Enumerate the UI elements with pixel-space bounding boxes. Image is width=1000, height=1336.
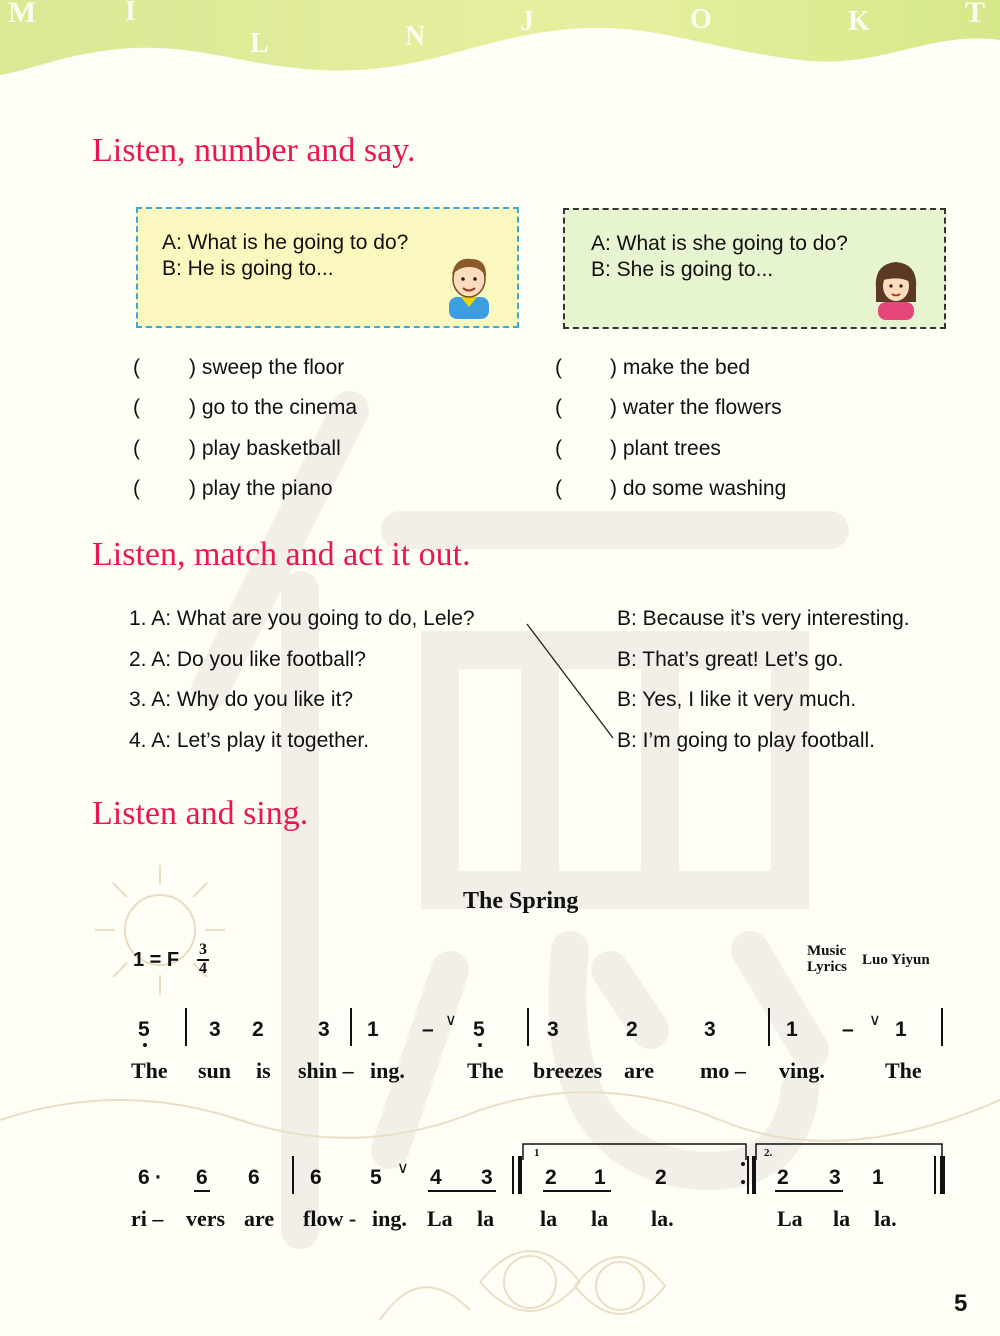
blank-close-paren: ): [610, 437, 617, 460]
note: 2: [626, 1018, 638, 1041]
heading-listen-number-say: Listen, number and say.: [92, 132, 416, 169]
match-answer: B: Yes, I like it very much.: [617, 688, 857, 711]
svg-text:M: M: [8, 0, 37, 29]
blank-close-paren: ): [610, 477, 617, 500]
lyric: la: [540, 1206, 558, 1231]
lyric: la: [477, 1206, 495, 1231]
blank-open-paren: (: [555, 356, 562, 379]
option-label: plant trees: [622, 437, 721, 460]
volta-1-label: 1: [534, 1147, 540, 1159]
match-question: 2. A: Do you like football?: [129, 648, 366, 671]
note-dash: –: [422, 1018, 434, 1041]
match-question: 1. A: What are you going to do, Lele?: [129, 607, 475, 630]
match-answer: B: Because it’s very interesting.: [617, 607, 910, 630]
note: 1: [872, 1166, 884, 1189]
note: 6: [138, 1166, 150, 1189]
heading-listen-match-act: Listen, match and act it out.: [92, 536, 471, 573]
credit-lyrics: Lyrics: [807, 959, 847, 975]
heading-listen-sing: Listen and sing.: [92, 795, 309, 832]
blank-open-paren: (: [133, 396, 140, 419]
option-label: water the flowers: [622, 396, 782, 419]
breath-mark: ∨: [397, 1160, 409, 1177]
option-label: go to the cinema: [201, 396, 358, 419]
breath-mark: ∨: [869, 1012, 881, 1029]
blank-close-paren: ): [189, 396, 196, 419]
time-signature-bottom: 4: [199, 960, 207, 977]
dialogue-she-answer: B: She is going to...: [591, 258, 774, 281]
blank-open-paren: (: [555, 477, 562, 500]
note: 6: [310, 1166, 322, 1189]
dialogue-he-question: A: What is he going to do?: [162, 231, 409, 254]
bar-line: [934, 1156, 936, 1194]
credit-music: Music: [807, 943, 847, 959]
lyric: la: [591, 1206, 609, 1231]
page-number: 5: [954, 1290, 968, 1317]
note: 3: [547, 1018, 559, 1041]
note: 1: [786, 1018, 798, 1041]
svg-text:N: N: [405, 21, 426, 52]
lyric: are: [624, 1058, 655, 1083]
lyric: The: [467, 1058, 504, 1083]
note: 2: [545, 1166, 557, 1189]
breath-mark: ∨: [445, 1012, 457, 1029]
note: 2: [777, 1166, 789, 1189]
option-label: make the bed: [622, 356, 751, 379]
dotted-note-dot: ·: [155, 1166, 162, 1189]
blank-open-paren: (: [133, 356, 140, 379]
note: 3: [481, 1166, 493, 1189]
svg-text:O: O: [690, 4, 712, 35]
note: 5: [138, 1018, 150, 1041]
lyric: flow -: [303, 1206, 357, 1231]
repeat-start-thick: [518, 1156, 522, 1194]
eighth-underline: [194, 1190, 210, 1192]
note: 5: [370, 1166, 382, 1189]
note: 4: [430, 1166, 442, 1189]
note: 6: [248, 1166, 260, 1189]
eighth-underline: [428, 1190, 496, 1192]
dialogue-he-answer: B: He is going to...: [162, 257, 334, 280]
repeat-dot: [741, 1162, 745, 1166]
lyric: la: [833, 1206, 851, 1231]
song-title: The Spring: [463, 888, 579, 914]
lyric: ving.: [779, 1058, 825, 1083]
lyric: ing.: [370, 1058, 405, 1083]
blank-open-paren: (: [555, 396, 562, 419]
svg-text:K: K: [848, 6, 870, 37]
lyric: breezes: [533, 1058, 603, 1083]
lyric: la.: [651, 1206, 674, 1231]
blank-close-paren: ): [189, 477, 196, 500]
blank-open-paren: (: [555, 437, 562, 460]
blank-close-paren: ): [610, 396, 617, 419]
blank-close-paren: ): [189, 356, 196, 379]
lyric: vers: [186, 1206, 226, 1231]
lyric: The: [885, 1058, 922, 1083]
note: 2: [655, 1166, 667, 1189]
note: 3: [829, 1166, 841, 1189]
lyric: La: [777, 1206, 803, 1231]
blank-open-paren: (: [133, 437, 140, 460]
svg-text:T: T: [965, 0, 986, 29]
svg-text:I: I: [125, 0, 136, 27]
note: 3: [704, 1018, 716, 1041]
key-signature: 1 = F: [133, 949, 180, 971]
credit-name: Luo Yiyun: [862, 952, 930, 968]
eighth-underline: [543, 1190, 611, 1192]
eighth-underline: [775, 1190, 843, 1192]
final-bar-line: [940, 1156, 945, 1194]
lyric: la.: [874, 1206, 897, 1231]
note-dash: –: [842, 1018, 854, 1041]
option-label: play the piano: [201, 477, 333, 500]
note: 6: [196, 1166, 208, 1189]
blank-close-paren: ): [189, 437, 196, 460]
svg-text:J: J: [520, 6, 534, 37]
svg-text:L: L: [250, 28, 269, 59]
blank-close-paren: ): [610, 356, 617, 379]
lyric: shin –: [298, 1058, 354, 1083]
bar-line: [512, 1156, 514, 1194]
note: 1: [895, 1018, 907, 1041]
bar-line: [747, 1156, 749, 1194]
option-label: play basketball: [201, 437, 341, 460]
lyric: is: [256, 1058, 271, 1083]
repeat-dot: [741, 1180, 745, 1184]
lyric: La: [427, 1206, 453, 1231]
time-signature-top: 3: [199, 941, 207, 958]
note: 2: [252, 1018, 264, 1041]
match-question: 4. A: Let’s play it together.: [129, 729, 370, 752]
dialogue-she-question: A: What is she going to do?: [591, 232, 848, 255]
lyric: sun: [198, 1058, 232, 1083]
note: 1: [367, 1018, 379, 1041]
bar-line: [292, 1156, 294, 1194]
note: 5: [473, 1018, 485, 1041]
lyric: ing.: [372, 1206, 407, 1231]
blank-open-paren: (: [133, 477, 140, 500]
note: 3: [209, 1018, 221, 1041]
repeat-end-thick: [752, 1156, 756, 1194]
note: 1: [594, 1166, 606, 1189]
match-question: 3. A: Why do you like it?: [129, 688, 354, 711]
note: 3: [318, 1018, 330, 1041]
lyric: ri –: [131, 1206, 164, 1231]
match-answer: B: I’m going to play football.: [617, 729, 875, 752]
volta-2-label: 2.: [764, 1147, 773, 1159]
lyric: are: [244, 1206, 275, 1231]
lyric: mo –: [700, 1058, 746, 1083]
option-label: do some washing: [622, 477, 787, 500]
lyric: The: [131, 1058, 168, 1083]
option-label: sweep the floor: [201, 356, 345, 379]
match-answer: B: That’s great! Let’s go.: [617, 648, 844, 671]
